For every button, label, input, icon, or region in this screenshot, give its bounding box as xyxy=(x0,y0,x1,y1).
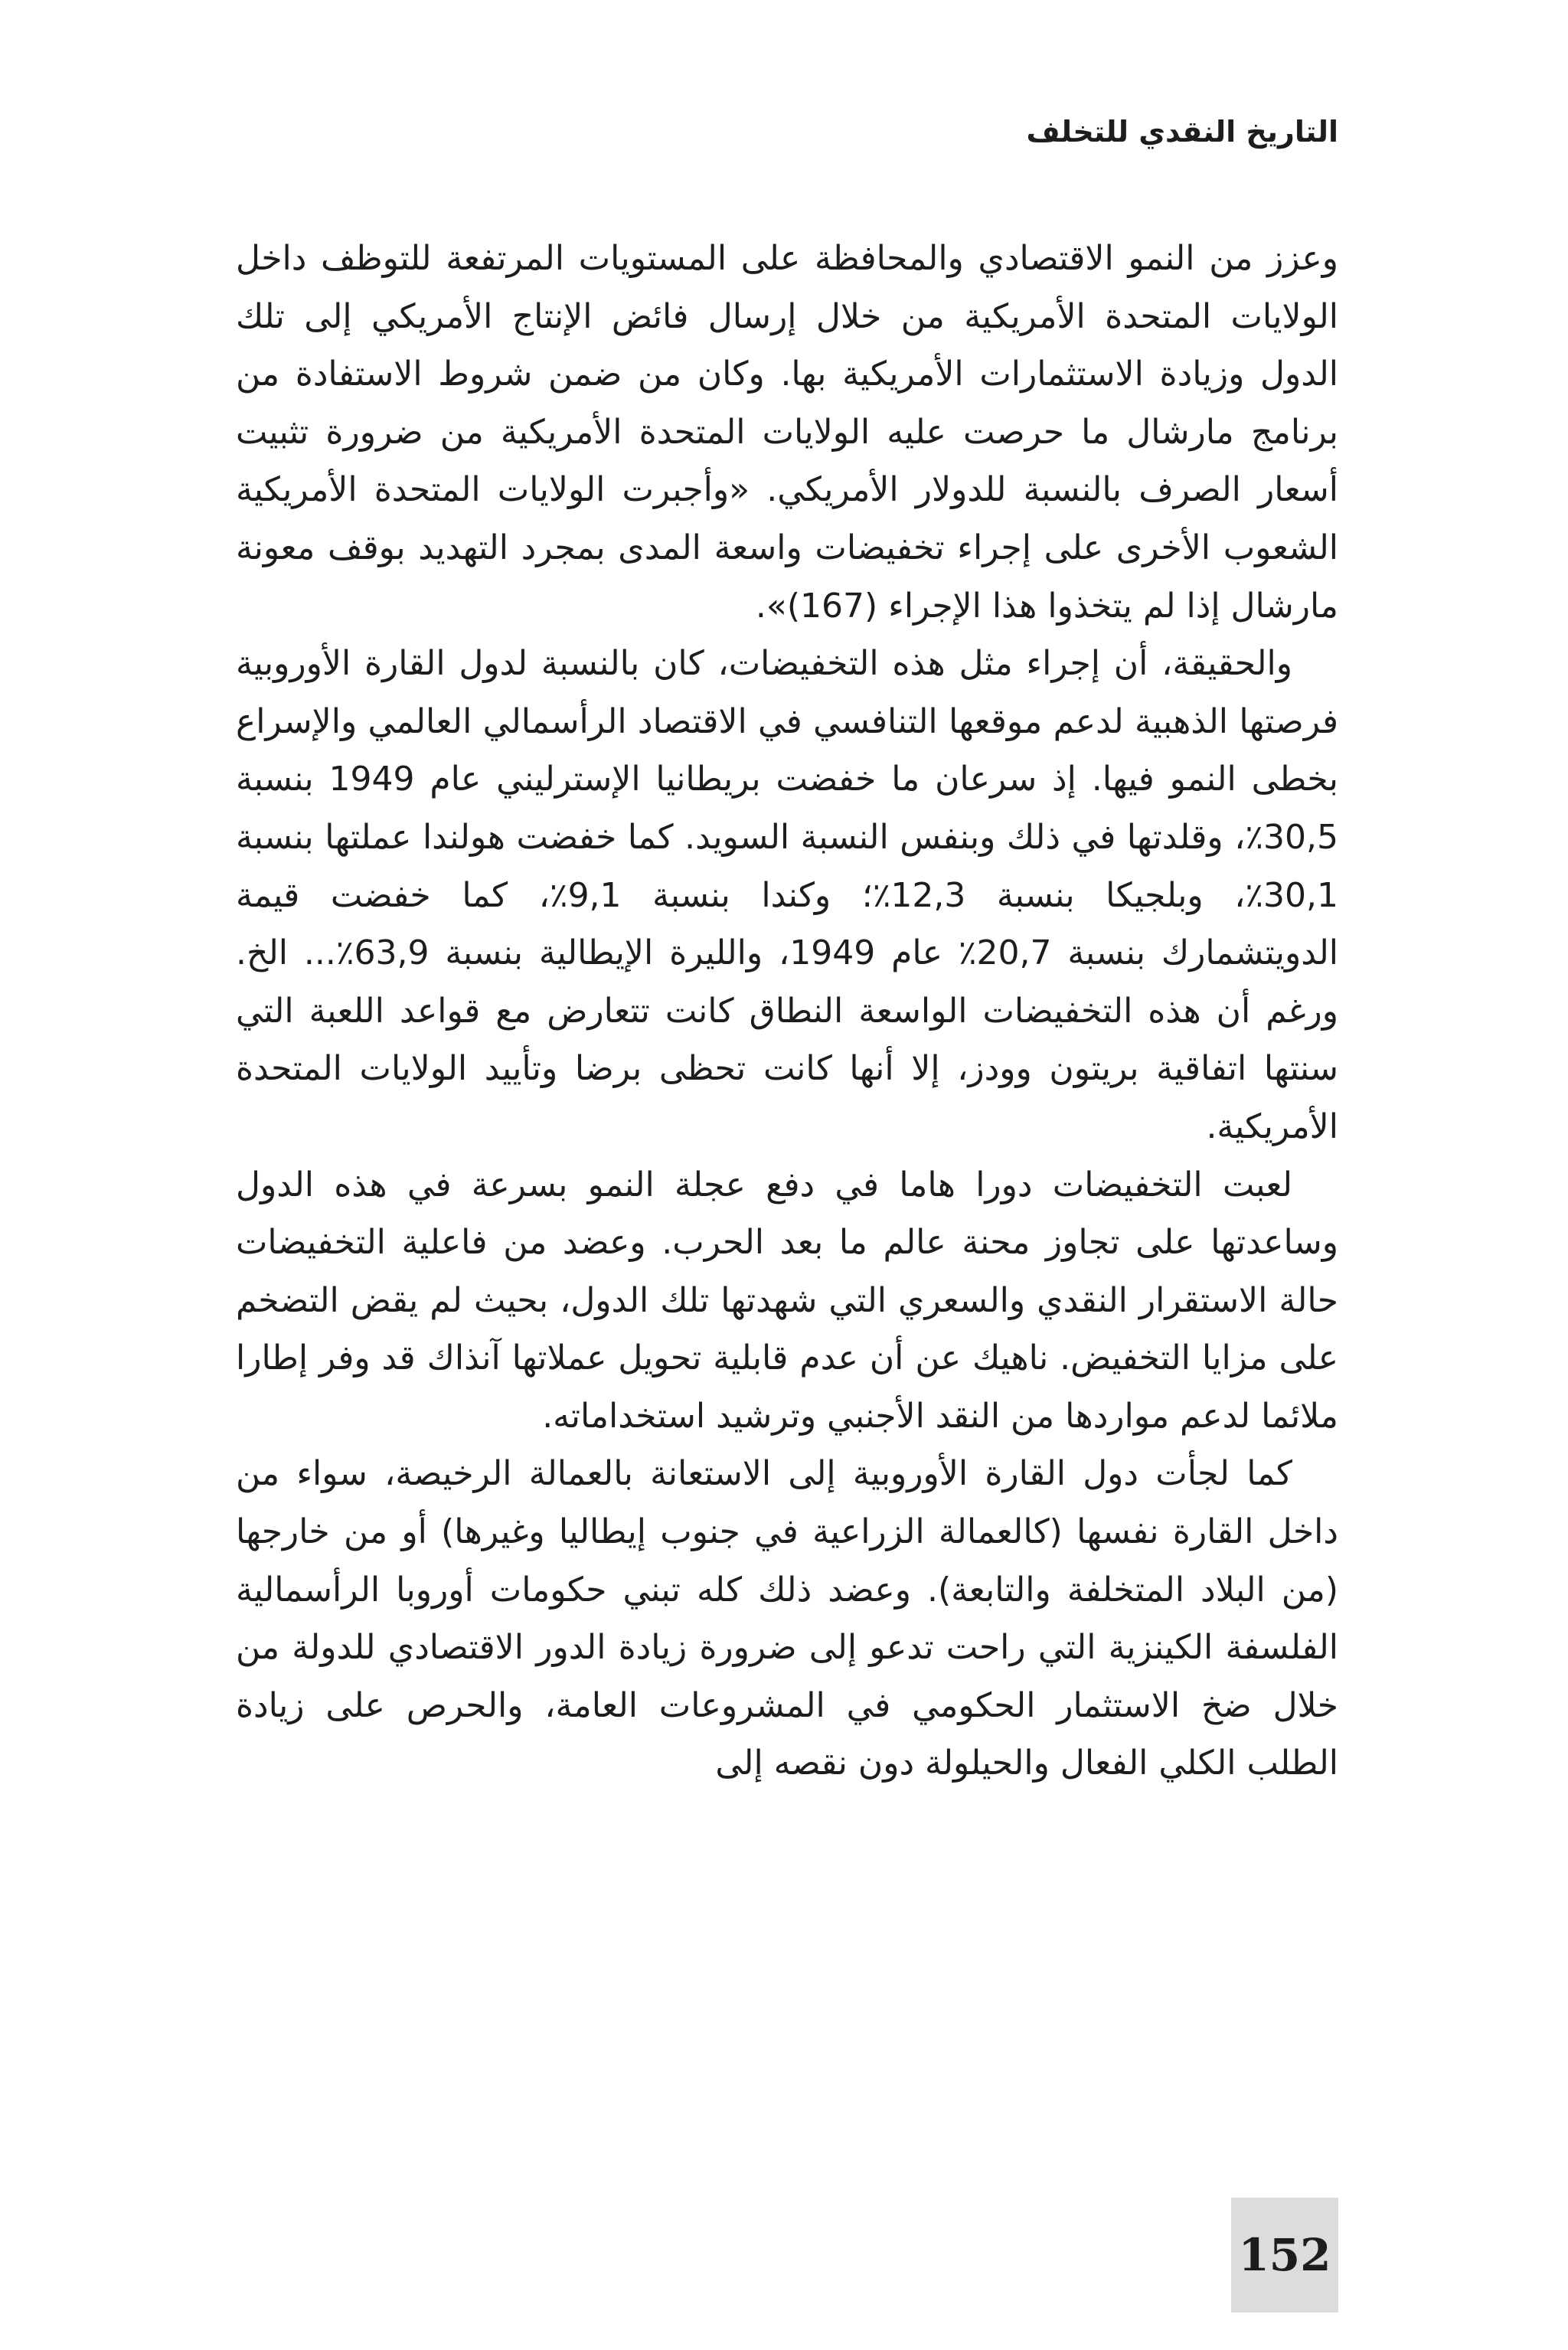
page-number-box xyxy=(1231,2198,1338,2312)
paragraph-2: والحقيقة، أن إجراء مثل هذه التخفيضات، كان بالنسبة لدول القارة الأوروبية فرصتها الذهبية لدعم موقعها التنافسي في الاقتصاد الرأسمالي العالمي والإسراع بخطى النمو فيها. إذ سرعان ما خفضت بريطانيا الإسترليني عام 1949 بنسبة 30,5٪، وقلدتها في ذلك وبنفس النسبة السويد. كما خفضت هولندا عملتها بنسبة 30,1٪، وبلجيكا بنسبة 12,3٪؛ وكندا بنسبة 9,1٪، كما خفضت قيمة الدويتشمارك بنسبة 20,7٪ عام 1949، والليرة الإيطالية بنسبة 63,9٪... الخ. ورغم أن هذه التخفيضات الواسعة النطاق كانت تتعارض مع قواعد اللعبة التي سنتها اتفاقية بريتون وودز، إلا أنها كانت تحظى برضا وتأييد الولايات المتحدة الأمريكية. xyxy=(236,644,1339,1146)
paragraph-3: لعبت التخفيضات دورا هاما في دفع عجلة النمو بسرعة في هذه الدول وساعدتها على تجاوز محنة عالم ما بعد الحرب. وعضد من فاعلية التخفيضات حالة الاستقرار النقدي والسعري التي شهدتها تلك الدول، بحيث لم يقض التضخم على مزايا التخفيض. ناهيك عن أن عدم قابلية تحويل عملاتها آنذاك قد وفر إطارا ملائما لدعم مواردها من النقد الأجنبي وترشيد استخداماته. xyxy=(236,1165,1338,1436)
body-text xyxy=(236,230,1338,1793)
page-number: 152 xyxy=(1238,2229,1331,2281)
paragraph-1: وعزز من النمو الاقتصادي والمحافظة على المستويات المرتفعة للتوظف داخل الولايات المتحدة الأمريكية من خلال إرسال فائض الإنتاج الأمريكي إلى تلك الدول وزيادة الاستثمارات الأمريكية بها. وكان من ضمن شروط الاستفادة من برنامج مارشال ما حرصت عليه الولايات المتحدة الأمريكية من ضرورة تثبيت أسعار الصرف بالنسبة للدولار الأمريكي. «وأجبرت الولايات المتحدة الأمريكية الشعوب الأخرى على إجراء تخفيضات واسعة المدى بمجرد التهديد بوقف معونة مارشال إذا لم يتخذوا هذا الإجراء (167)». xyxy=(236,239,1338,626)
running-head: التاريخ النقدي للتخلف xyxy=(1026,115,1338,149)
paragraph-4: كما لجأت دول القارة الأوروبية إلى الاستعانة بالعمالة الرخيصة، سواء من داخل القارة نفسها (كالعمالة الزراعية في جنوب إيطاليا وغيرها) أو من خارجها (من البلاد المتخلفة والتابعة). وعضد ذلك كله تبني حكومات أوروبا الرأسمالية الفلسفة الكينزية التي راحت تدعو إلى ضرورة زيادة الدور الاقتصادي للدولة من خلال ضخ الاستثمار الحكومي في المشروعات العامة، والحرص على زيادة الطلب الكلي الفعال والحيلولة دون نقصه إلى xyxy=(236,1454,1338,1783)
